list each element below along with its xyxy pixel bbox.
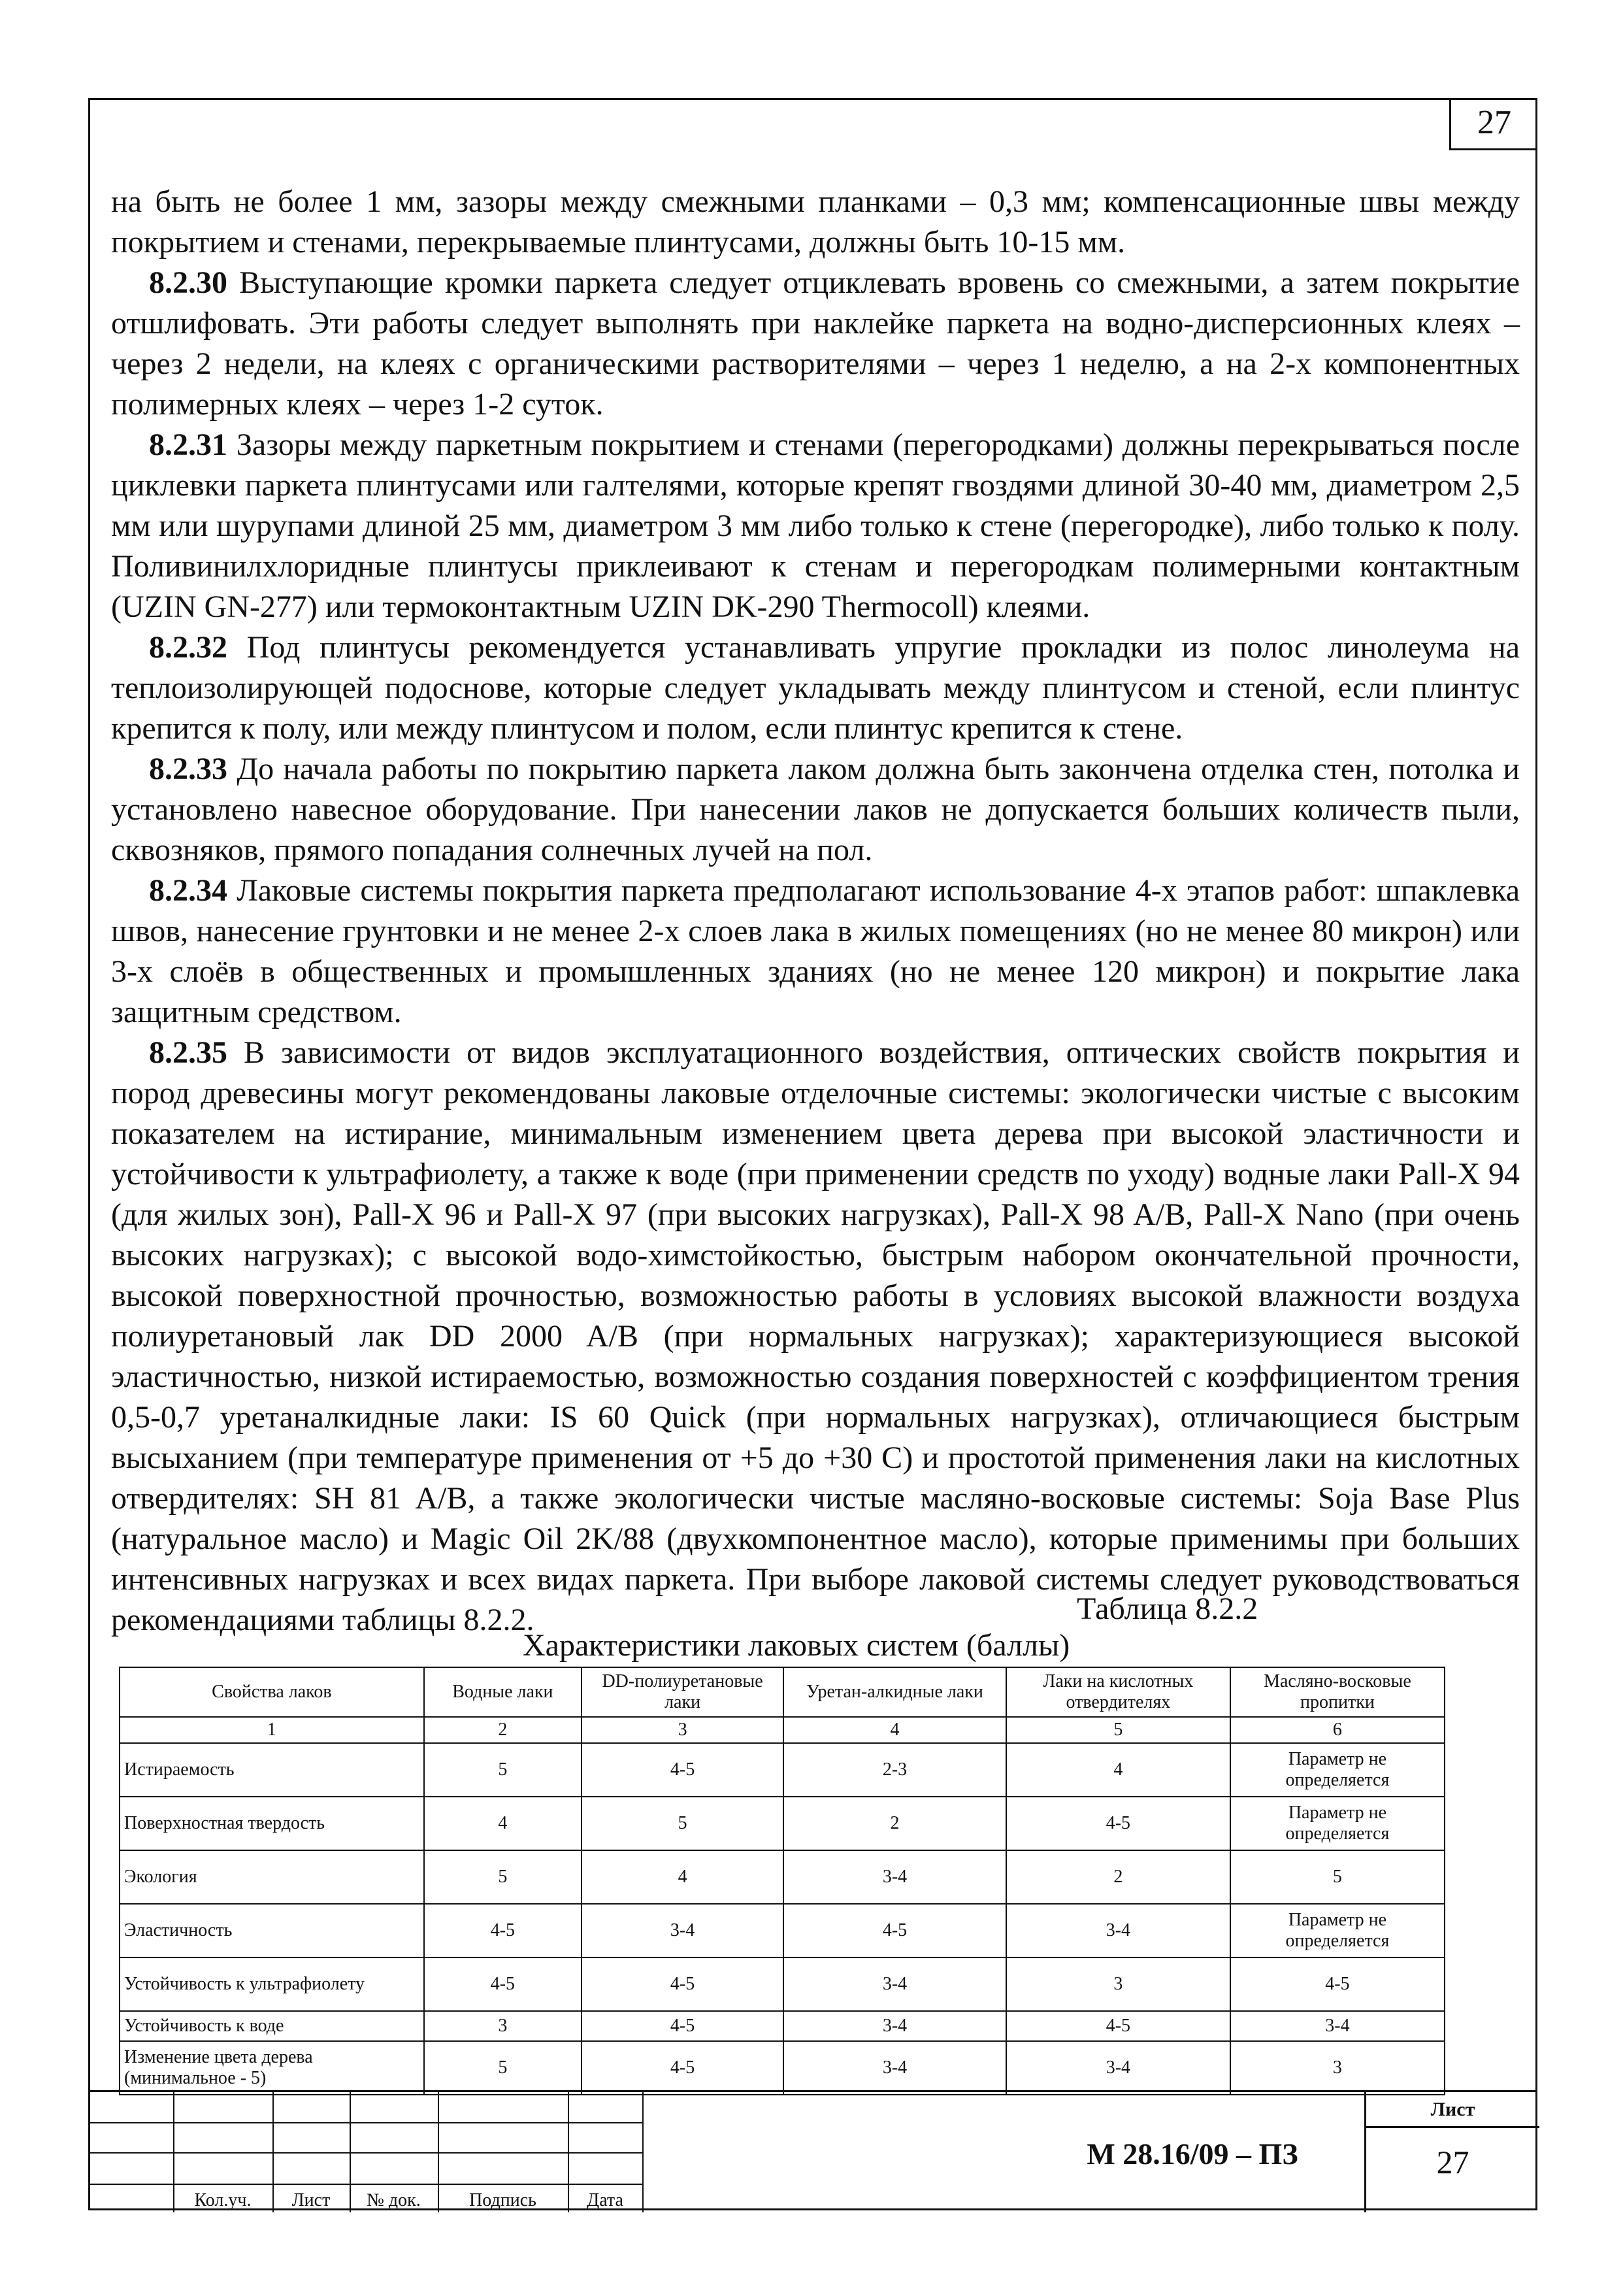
sheet-divider bbox=[1366, 2126, 1539, 2128]
value-cell: 3 bbox=[1230, 2041, 1445, 2095]
paragraph-continuation: на быть не более 1 мм, зазоры между смежными планками – 0,3 мм; компенсационные швы между покрытием и стенами, перекрываемые плинтусами, должны быть 10-15 мм. bbox=[111, 184, 1520, 259]
property-cell: Устойчивость к воде bbox=[120, 2011, 424, 2041]
value-cell: 4 bbox=[424, 1797, 582, 1850]
body-text bbox=[111, 182, 1520, 1640]
paragraph-8-2-33: 8.2.33 До начала работы по покрытию паркета лаком должна быть закончена отделка стен, потолка и установлено навесное оборудование. При нанесении лаков не допускается больших количеств пыли, сквозняков, прямого попадания солнечных лучей на пол. bbox=[111, 752, 1520, 867]
value-cell: Параметр не определяется bbox=[1230, 1904, 1445, 1957]
stamp-label-list: Лист bbox=[291, 2190, 331, 2210]
value-cell: 4-5 bbox=[424, 1904, 582, 1957]
stamp-label-date: Дата bbox=[587, 2190, 623, 2210]
page-number: 27 bbox=[1449, 98, 1537, 150]
paragraph-8-2-32: 8.2.32 Под плинтусы рекомендуется устанавливать упругие прокладки из полос линолеума на теплоизолирующей подоснове, которые следует укладывать между плинтусом и стеной, если плинтус крепится к полу, или между плинтусом и полом, если плинтус крепится к стене. bbox=[111, 630, 1520, 746]
value-cell: 4-5 bbox=[582, 2041, 783, 2095]
table-row bbox=[120, 2041, 1445, 2095]
value-cell: 3 bbox=[424, 2011, 582, 2041]
header-cell: Свойства лаков bbox=[120, 1667, 424, 1717]
value-cell: 2-3 bbox=[783, 1743, 1006, 1797]
paragraph-8-2-30: 8.2.30 Выступающие кромки паркета следует отциклевать вровень со смежными, а затем покрытие отшлифовать. Эти работы следует выполнять при наклейке паркета на водно-дисперсионных клеях – через 2 недели, на клеях с органическими растворителями – через 1 неделю, а на 2-х компонентных полимерных клеях – через 1-2 суток. bbox=[111, 265, 1520, 422]
value-cell: Параметр не определяется bbox=[1230, 1797, 1445, 1850]
index-cell: 4 bbox=[783, 1717, 1006, 1743]
value-cell: 4-5 bbox=[1230, 1957, 1445, 2011]
table-row bbox=[120, 1957, 1445, 2011]
sheet-label: Лист bbox=[1430, 2099, 1475, 2120]
property-cell: Изменение цвета дерева (минимальное - 5) bbox=[120, 2041, 424, 2095]
table-row bbox=[120, 1797, 1445, 1850]
value-cell: 4-5 bbox=[783, 1904, 1006, 1957]
property-cell: Устойчивость к ультрафиолету bbox=[120, 1957, 424, 2011]
index-cell: 3 bbox=[582, 1717, 783, 1743]
sheet-box bbox=[1364, 2092, 1537, 2212]
value-cell: 4-5 bbox=[424, 1957, 582, 2011]
value-cell: 4-5 bbox=[582, 1957, 783, 2011]
value-cell: 5 bbox=[582, 1797, 783, 1850]
index-cell: 6 bbox=[1230, 1717, 1445, 1743]
header-cell: Водные лаки bbox=[424, 1667, 582, 1717]
table-row bbox=[120, 1743, 1445, 1797]
value-cell: 2 bbox=[1006, 1850, 1230, 1904]
table-row bbox=[120, 2011, 1445, 2041]
value-cell: Параметр не определяется bbox=[1230, 1743, 1445, 1797]
index-cell: 5 bbox=[1006, 1717, 1230, 1743]
value-cell: 4-5 bbox=[582, 2011, 783, 2041]
value-cell: 5 bbox=[424, 1743, 582, 1797]
property-cell: Экология bbox=[120, 1850, 424, 1904]
value-cell: 4 bbox=[582, 1850, 783, 1904]
value-cell: 3-4 bbox=[783, 2011, 1006, 2041]
index-cell: 1 bbox=[120, 1717, 424, 1743]
stamp-label-doc-no: № док. bbox=[367, 2190, 421, 2210]
sheet-number: 27 bbox=[1436, 2144, 1469, 2180]
value-cell: 3-4 bbox=[783, 1850, 1006, 1904]
table-label: Таблица 8.2.2 bbox=[1077, 1591, 1258, 1626]
value-cell: 3 bbox=[1006, 1957, 1230, 2011]
paragraph-8-2-34: 8.2.34 Лаковые системы покрытия паркета предполагают использование 4-х этапов работ: шпаклевка швов, нанесение грунтовки и не менее 2-х слоев лака в жилых помещениях (но не менее 80 микрон) или 3-х слоёв в общественных и промышленных зданиях (но не менее 120 микрон) и покрытие лака защитным средством. bbox=[111, 873, 1520, 1029]
header-cell: DD-полиуретановые лаки bbox=[582, 1667, 783, 1717]
value-cell: 4 bbox=[1006, 1743, 1230, 1797]
stamp-label-signature: Подпись bbox=[469, 2190, 536, 2210]
table-header-row bbox=[120, 1667, 1445, 1717]
paragraph-8-2-31: 8.2.31 Зазоры между паркетным покрытием и стенами (перегородками) должны перекрываться после циклевки паркета плинтусами или галтелями, которые крепят гвоздями длиной 30-40 мм, диаметром 2,5 мм или шурупами длиной 25 мм, диаметром 3 мм либо только к стене (перегородке), либо только к полу. Поливинилхлоридные плинтусы приклеивают к стенам и перегородкам полимерными контактным (UZIN GN-277) или термоконтактным UZIN DK-290 Thermocoll) клеями. bbox=[111, 427, 1520, 624]
header-cell: Масляно-восковые пропитки bbox=[1230, 1667, 1445, 1717]
table-index-row bbox=[120, 1717, 1445, 1743]
stamp-label-kol-uch: Кол.уч. bbox=[194, 2190, 252, 2210]
value-cell: 3-4 bbox=[1230, 2011, 1445, 2041]
value-cell: 3-4 bbox=[783, 1957, 1006, 2011]
table-row bbox=[120, 1850, 1445, 1904]
table-row bbox=[120, 1904, 1445, 1957]
value-cell: 4-5 bbox=[1006, 1797, 1230, 1850]
value-cell: 5 bbox=[1230, 1850, 1445, 1904]
header-cell: Лаки на кислотных отвердителях bbox=[1006, 1667, 1230, 1717]
header-cell: Уретан-алкидные лаки bbox=[783, 1667, 1006, 1717]
value-cell: 4-5 bbox=[582, 1743, 783, 1797]
value-cell: 3-4 bbox=[1006, 2041, 1230, 2095]
table-caption: Характеристики лаковых систем (баллы) bbox=[523, 1628, 1070, 1663]
document-code: М 28.16/09 – ПЗ bbox=[1087, 2137, 1298, 2171]
value-cell: 3-4 bbox=[783, 2041, 1006, 2095]
paragraph-8-2-35: 8.2.35 В зависимости от видов эксплуатационного воздействия, оптических свойств покрытия и пород древесины могут рекомендованы лаковые отделочные системы: экологически чистые с высоким показателем на истирание, минимальным изменением цвета дерева при высокой эластичности и устойчивости к ультрафиолету, а также к воде (при применении средств по уходу) водные лаки Pall-X 94 (для жилых зон), Pall-X 96 и Pall-X 97 (при высоких нагрузках), Pall-X 98 A/B, Pall-X Nano (при очень высоких нагрузках); с высокой водо-химстойкостью, быстрым набором окончательной прочности, высокой поверхностной прочностью, возможностью работы в условиях высокой влажности воздуха полиуретановый лак DD 2000 A/B (при нормальных нагрузках); характеризующиеся высокой эластичностью, низкой истираемостью, возможностью создания поверхностей с коэффициентом трения 0,5-0,7 уретаналкидные лаки: IS 60 Quick (при нормальных нагрузках), отличающиеся быстрым высыханием (при температуре применения от +5 до +30 С) и простотой применения лаки на кислотных отвердителях: SH 81 A/B, а также экологически чистые масляно-восковые системы: Soja Base Plus (натуральное масло) и Magic Oil 2K/88 (двухкомпонентное масло), которые применимы при больших интенсивных нагрузках и всех видах паркета. При выборе лаковой системы следует руководствоваться рекомендациями таблицы 8.2.2. bbox=[111, 1035, 1520, 1637]
properties-table bbox=[119, 1667, 1445, 2095]
value-cell: 4-5 bbox=[1006, 2011, 1230, 2041]
value-cell: 5 bbox=[424, 1850, 582, 1904]
property-cell: Эластичность bbox=[120, 1904, 424, 1957]
value-cell: 3-4 bbox=[1006, 1904, 1230, 1957]
property-cell: Поверхностная твердость bbox=[120, 1797, 424, 1850]
index-cell: 2 bbox=[424, 1717, 582, 1743]
value-cell: 2 bbox=[783, 1797, 1006, 1850]
value-cell: 3-4 bbox=[582, 1904, 783, 1957]
title-block bbox=[88, 2090, 1537, 2210]
property-cell: Истираемость bbox=[120, 1743, 424, 1797]
value-cell: 5 bbox=[424, 2041, 582, 2095]
